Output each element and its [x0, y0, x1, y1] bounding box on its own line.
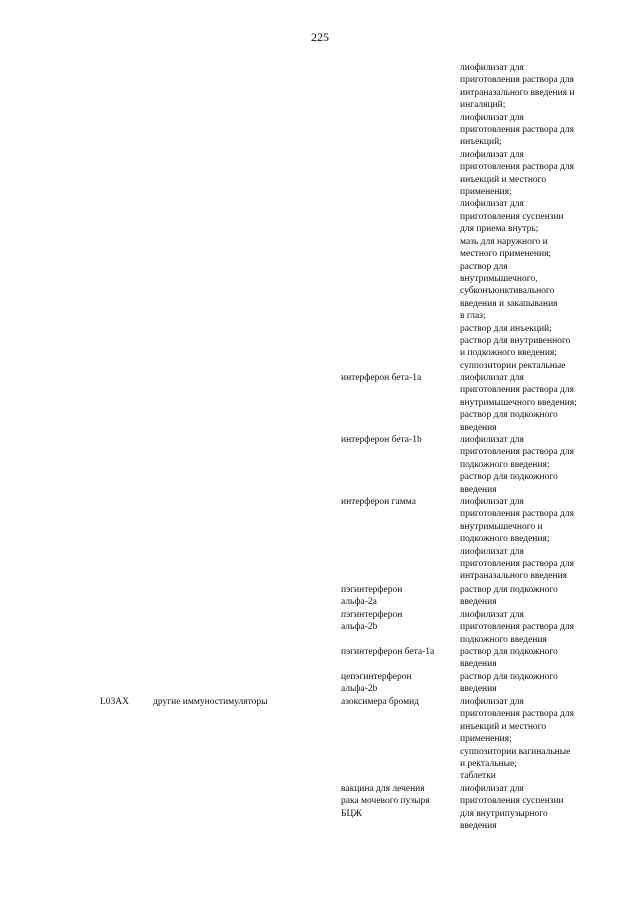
dosage-forms: раствор для подкожного введения [460, 647, 558, 670]
group-name: другие иммуностимуляторы [153, 697, 268, 707]
dosage-forms: раствор для подкожного введения [460, 672, 558, 695]
drug-name: интерферон бета-1a [341, 373, 422, 383]
dosage-forms: лиофилизат для приготовления суспензии для внутрипузырного введения [460, 784, 564, 832]
dosage-forms: лиофилизат для приготовления раствора для инъекций и местного применения; суппозитории вагинальные и ректальные; таблетки [460, 697, 574, 782]
drug-name: интерферон бета-1b [341, 435, 422, 445]
dosage-forms: лиофилизат для приготовления раствора для подкожного введения [460, 610, 574, 645]
drug-name: интерферон гамма [341, 497, 416, 507]
dosage-forms: лиофилизат для приготовления раствора для интраназального введения и ингаляций; лиофилизат для приготовления раствора для инъекций; лиофилизат для приготовления раствора для инъекций и местного применения; лиофилизат для приготовления суспензии для приема внутрь; мазь для наружного и местного применения; раствор для внутримышечного, субконъюнктивального введения и закапывания в глаз; раствор для инъекций; раствор для внутривенного и подкожного введения; суппозитории ректальные [460, 63, 575, 371]
drug-name: вакцина для лечения рака мочевого пузыря БЦЖ [341, 784, 430, 819]
drug-name: пэгинтерферон альфа-2a [341, 585, 403, 608]
dosage-forms: раствор для подкожного введения [460, 585, 558, 608]
drug-name: цепэгинтерферон альфа-2b [341, 672, 412, 695]
drug-name: пэгинтерферон альфа-2b [341, 610, 403, 633]
page-number: 225 [311, 30, 329, 44]
dosage-forms: лиофилизат для приготовления раствора для подкожного введения; раствор для подкожного введения [460, 435, 574, 495]
atc-code: L03AX [100, 697, 130, 707]
drug-name: пэгинтерферон бета-1a [341, 647, 435, 657]
dosage-forms: лиофилизат для приготовления раствора для внутримышечного введения; раствор для подкожного введения [460, 373, 577, 433]
drug-name: азоксимера бромид [341, 697, 419, 707]
dosage-forms: лиофилизат для приготовления раствора для внутримышечного и подкожного введения; лиофилизат для приготовления раствора для интраназального введения [460, 497, 574, 582]
